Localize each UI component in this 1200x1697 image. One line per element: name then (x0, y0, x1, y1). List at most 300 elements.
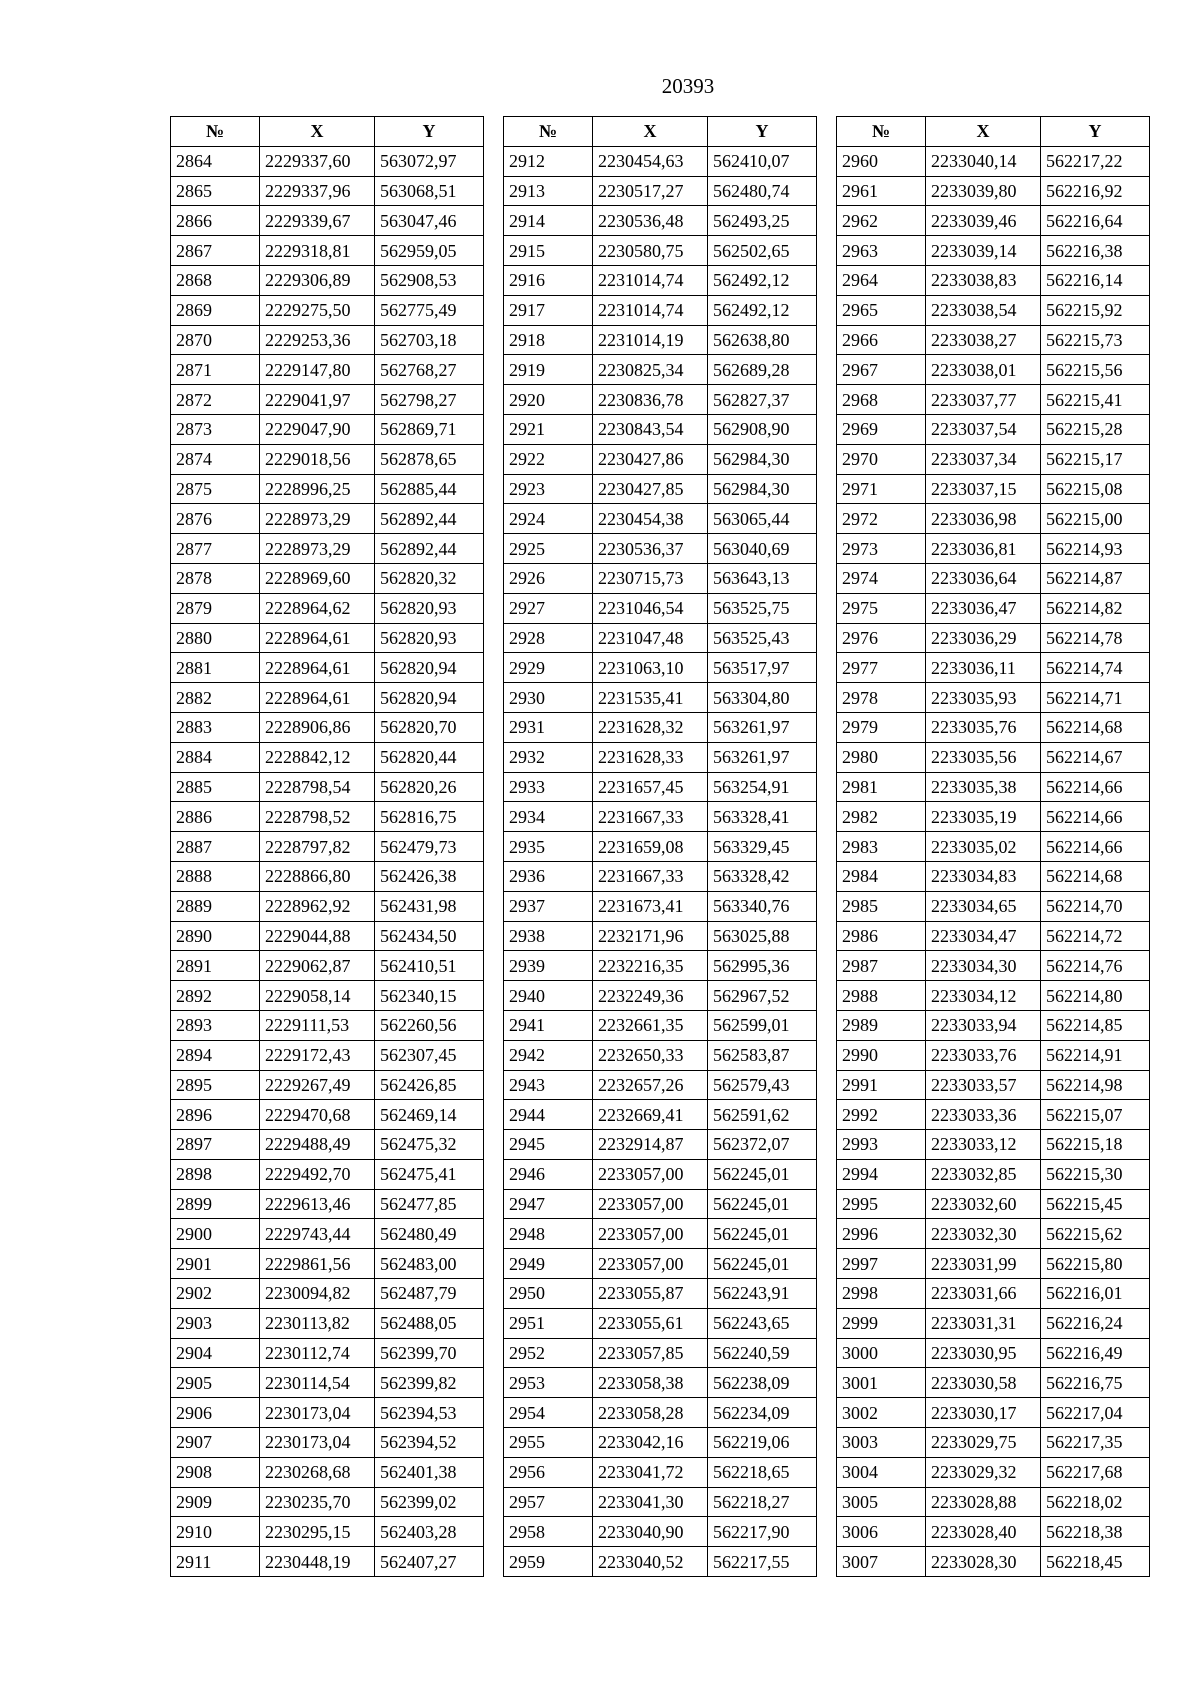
coordinates-table-2 (503, 116, 816, 1577)
cell-y: 562240,59 (708, 1338, 817, 1368)
table-row (504, 325, 817, 355)
table-row (171, 355, 484, 385)
cell-number: 2948 (504, 1219, 593, 1249)
header-x: X (260, 117, 375, 147)
table-row (837, 951, 1150, 981)
cell-number: 2903 (171, 1308, 260, 1338)
cell-x: 2233057,00 (593, 1219, 708, 1249)
cell-number: 2936 (504, 861, 593, 891)
cell-number: 2951 (504, 1308, 593, 1338)
header-y: Y (375, 117, 484, 147)
table-row (504, 1368, 817, 1398)
table-row (837, 1249, 1150, 1279)
cell-x: 2233042,16 (593, 1428, 708, 1458)
cell-x: 2228797,82 (260, 832, 375, 862)
cell-x: 2230114,54 (260, 1368, 375, 1398)
cell-x: 2229337,96 (260, 176, 375, 206)
cell-number: 3006 (837, 1517, 926, 1547)
cell-x: 2229018,56 (260, 444, 375, 474)
table-row (171, 444, 484, 474)
table-body (504, 146, 817, 1576)
table-row (504, 1338, 817, 1368)
cell-number: 2974 (837, 563, 926, 593)
cell-y: 562892,44 (375, 504, 484, 534)
cell-x: 2229306,89 (260, 265, 375, 295)
table-row (504, 176, 817, 206)
table-row (171, 1338, 484, 1368)
cell-x: 2233029,75 (926, 1428, 1041, 1458)
cell-number: 2889 (171, 891, 260, 921)
table-row (837, 504, 1150, 534)
cell-number: 2921 (504, 414, 593, 444)
cell-y: 562995,36 (708, 951, 817, 981)
table-row (504, 683, 817, 713)
cell-y: 562214,68 (1041, 712, 1150, 742)
cell-number: 2953 (504, 1368, 593, 1398)
table-row (837, 265, 1150, 295)
cell-y: 562214,91 (1041, 1040, 1150, 1070)
table-row (171, 1368, 484, 1398)
cell-x: 2228973,29 (260, 504, 375, 534)
cell-y: 562488,05 (375, 1308, 484, 1338)
cell-number: 2947 (504, 1189, 593, 1219)
table-row (837, 712, 1150, 742)
cell-number: 2880 (171, 623, 260, 653)
cell-number: 2939 (504, 951, 593, 981)
cell-y: 562218,27 (708, 1487, 817, 1517)
cell-number: 2894 (171, 1040, 260, 1070)
cell-x: 2229339,67 (260, 206, 375, 236)
cell-y: 563261,97 (708, 742, 817, 772)
table-row (171, 534, 484, 564)
cell-x: 2233037,54 (926, 414, 1041, 444)
table-row (504, 265, 817, 295)
cell-x: 2233058,38 (593, 1368, 708, 1398)
cell-y: 562820,70 (375, 712, 484, 742)
table-row (504, 295, 817, 325)
cell-number: 2924 (504, 504, 593, 534)
cell-number: 2878 (171, 563, 260, 593)
table-row (837, 385, 1150, 415)
cell-y: 563261,97 (708, 712, 817, 742)
table-row (171, 1219, 484, 1249)
cell-y: 562492,12 (708, 265, 817, 295)
cell-number: 2865 (171, 176, 260, 206)
table-row (837, 742, 1150, 772)
cell-x: 2231628,32 (593, 712, 708, 742)
table-row (504, 772, 817, 802)
cell-number: 2931 (504, 712, 593, 742)
cell-y: 562579,43 (708, 1070, 817, 1100)
cell-x: 2231659,08 (593, 832, 708, 862)
cell-number: 2961 (837, 176, 926, 206)
cell-y: 562798,27 (375, 385, 484, 415)
table-row (837, 593, 1150, 623)
cell-y: 562214,67 (1041, 742, 1150, 772)
cell-y: 562238,09 (708, 1368, 817, 1398)
cell-y: 562479,73 (375, 832, 484, 862)
cell-x: 2228964,61 (260, 653, 375, 683)
cell-x: 2228798,54 (260, 772, 375, 802)
cell-number: 2911 (171, 1547, 260, 1577)
table-row (837, 1070, 1150, 1100)
cell-y: 562399,82 (375, 1368, 484, 1398)
header-y: Y (708, 117, 817, 147)
cell-number: 2868 (171, 265, 260, 295)
cell-x: 2233033,57 (926, 1070, 1041, 1100)
cell-x: 2228996,25 (260, 474, 375, 504)
cell-x: 2233030,17 (926, 1398, 1041, 1428)
cell-x: 2233028,88 (926, 1487, 1041, 1517)
cell-y: 562214,66 (1041, 772, 1150, 802)
cell-x: 2232650,33 (593, 1040, 708, 1070)
table-row (504, 414, 817, 444)
cell-y: 562214,82 (1041, 593, 1150, 623)
cell-y: 562407,27 (375, 1547, 484, 1577)
cell-x: 2229470,68 (260, 1100, 375, 1130)
table-row (171, 146, 484, 176)
cell-number: 3004 (837, 1457, 926, 1487)
cell-x: 2230836,78 (593, 385, 708, 415)
table-row (837, 1428, 1150, 1458)
cell-x: 2231014,74 (593, 295, 708, 325)
table-row (504, 1070, 817, 1100)
cell-x: 2228964,62 (260, 593, 375, 623)
cell-x: 2233037,15 (926, 474, 1041, 504)
cell-x: 2229044,88 (260, 921, 375, 951)
header-x: X (593, 117, 708, 147)
cell-number: 2938 (504, 921, 593, 951)
cell-y: 562820,94 (375, 653, 484, 683)
cell-number: 2997 (837, 1249, 926, 1279)
cell-x: 2233033,36 (926, 1100, 1041, 1130)
cell-x: 2231046,54 (593, 593, 708, 623)
table-row (171, 236, 484, 266)
cell-x: 2233033,76 (926, 1040, 1041, 1070)
table-row (171, 1517, 484, 1547)
cell-x: 2233039,46 (926, 206, 1041, 236)
cell-y: 562217,55 (708, 1547, 817, 1577)
table-row (837, 921, 1150, 951)
cell-number: 2967 (837, 355, 926, 385)
cell-x: 2228842,12 (260, 742, 375, 772)
cell-y: 562218,65 (708, 1457, 817, 1487)
cell-x: 2231667,33 (593, 802, 708, 832)
cell-number: 3005 (837, 1487, 926, 1517)
cell-x: 2233057,00 (593, 1159, 708, 1189)
cell-y: 562215,80 (1041, 1249, 1150, 1279)
cell-number: 2989 (837, 1010, 926, 1040)
cell-x: 2231063,10 (593, 653, 708, 683)
cell-x: 2233034,83 (926, 861, 1041, 891)
cell-number: 2994 (837, 1159, 926, 1189)
table-row (837, 802, 1150, 832)
cell-x: 2230454,63 (593, 146, 708, 176)
cell-number: 2970 (837, 444, 926, 474)
cell-y: 562820,94 (375, 683, 484, 713)
cell-y: 562215,41 (1041, 385, 1150, 415)
table-row (171, 981, 484, 1011)
cell-y: 562216,38 (1041, 236, 1150, 266)
table-row (171, 861, 484, 891)
table-row (504, 534, 817, 564)
cell-x: 2229861,56 (260, 1249, 375, 1279)
cell-number: 2907 (171, 1428, 260, 1458)
cell-number: 2919 (504, 355, 593, 385)
cell-y: 562475,41 (375, 1159, 484, 1189)
cell-x: 2233057,00 (593, 1189, 708, 1219)
cell-y: 563072,97 (375, 146, 484, 176)
cell-number: 3000 (837, 1338, 926, 1368)
cell-x: 2230825,34 (593, 355, 708, 385)
table-row (837, 176, 1150, 206)
cell-number: 2923 (504, 474, 593, 504)
cell-x: 2229253,36 (260, 325, 375, 355)
cell-y: 562217,22 (1041, 146, 1150, 176)
cell-y: 563025,88 (708, 921, 817, 951)
cell-y: 563328,42 (708, 861, 817, 891)
cell-y: 563328,41 (708, 802, 817, 832)
cell-y: 563517,97 (708, 653, 817, 683)
table-row (837, 295, 1150, 325)
cell-x: 2232669,41 (593, 1100, 708, 1130)
cell-x: 2233030,58 (926, 1368, 1041, 1398)
table-row (837, 1457, 1150, 1487)
table-row (837, 1487, 1150, 1517)
cell-y: 562214,72 (1041, 921, 1150, 951)
cell-number: 2885 (171, 772, 260, 802)
cell-y: 562245,01 (708, 1219, 817, 1249)
cell-number: 2962 (837, 206, 926, 236)
cell-number: 2877 (171, 534, 260, 564)
table-row (504, 742, 817, 772)
cell-x: 2230454,38 (593, 504, 708, 534)
table-row (504, 355, 817, 385)
cell-number: 2968 (837, 385, 926, 415)
table-row (171, 206, 484, 236)
cell-y: 563254,91 (708, 772, 817, 802)
table-row (504, 385, 817, 415)
cell-x: 2233034,30 (926, 951, 1041, 981)
table-row (837, 206, 1150, 236)
table-row (837, 1159, 1150, 1189)
table-row (837, 623, 1150, 653)
cell-number: 2879 (171, 593, 260, 623)
cell-number: 3003 (837, 1428, 926, 1458)
cell-x: 2231673,41 (593, 891, 708, 921)
cell-y: 563040,69 (708, 534, 817, 564)
cell-y: 562218,38 (1041, 1517, 1150, 1547)
cell-number: 2992 (837, 1100, 926, 1130)
cell-number: 2934 (504, 802, 593, 832)
cell-y: 562426,38 (375, 861, 484, 891)
cell-x: 2233057,85 (593, 1338, 708, 1368)
table-row (171, 921, 484, 951)
cell-number: 2875 (171, 474, 260, 504)
cell-number: 2895 (171, 1070, 260, 1100)
cell-y: 562426,85 (375, 1070, 484, 1100)
cell-x: 2233041,72 (593, 1457, 708, 1487)
cell-x: 2230235,70 (260, 1487, 375, 1517)
table-row (504, 712, 817, 742)
cell-number: 2917 (504, 295, 593, 325)
cell-y: 562214,93 (1041, 534, 1150, 564)
cell-y: 562216,49 (1041, 1338, 1150, 1368)
table-row (171, 295, 484, 325)
cell-number: 2987 (837, 951, 926, 981)
cell-x: 2233038,01 (926, 355, 1041, 385)
table-row (504, 1517, 817, 1547)
cell-x: 2233035,93 (926, 683, 1041, 713)
header-row (504, 117, 817, 147)
cell-x: 2231014,19 (593, 325, 708, 355)
table-row (171, 1308, 484, 1338)
cell-x: 2233035,38 (926, 772, 1041, 802)
cell-x: 2231535,41 (593, 683, 708, 713)
table-row (171, 474, 484, 504)
cell-number: 2866 (171, 206, 260, 236)
table-row (171, 1159, 484, 1189)
cell-x: 2228866,80 (260, 861, 375, 891)
cell-y: 562215,17 (1041, 444, 1150, 474)
cell-y: 562394,53 (375, 1398, 484, 1428)
cell-y: 562431,98 (375, 891, 484, 921)
table-row (504, 1189, 817, 1219)
cell-y: 562878,65 (375, 444, 484, 474)
cell-x: 2233030,95 (926, 1338, 1041, 1368)
cell-number: 2871 (171, 355, 260, 385)
cell-number: 2942 (504, 1040, 593, 1070)
cell-number: 2925 (504, 534, 593, 564)
cell-number: 2928 (504, 623, 593, 653)
table-row (504, 563, 817, 593)
cell-number: 2899 (171, 1189, 260, 1219)
table-row (171, 385, 484, 415)
cell-y: 562215,62 (1041, 1219, 1150, 1249)
cell-y: 562215,92 (1041, 295, 1150, 325)
header-no: № (837, 117, 926, 147)
cell-y: 563047,46 (375, 206, 484, 236)
table-row (837, 1308, 1150, 1338)
coordinates-table-1 (170, 116, 483, 1577)
cell-x: 2230427,86 (593, 444, 708, 474)
cell-number: 2892 (171, 981, 260, 1011)
cell-x: 2230427,85 (593, 474, 708, 504)
cell-number: 2996 (837, 1219, 926, 1249)
cell-number: 2983 (837, 832, 926, 862)
table-row (837, 1040, 1150, 1070)
cell-number: 2891 (171, 951, 260, 981)
cell-y: 562410,51 (375, 951, 484, 981)
table-row (171, 593, 484, 623)
cell-number: 2993 (837, 1130, 926, 1160)
table-row (171, 1130, 484, 1160)
cell-y: 562214,78 (1041, 623, 1150, 653)
cell-number: 2914 (504, 206, 593, 236)
cell-y: 562243,91 (708, 1279, 817, 1309)
cell-number: 2920 (504, 385, 593, 415)
cell-y: 562475,32 (375, 1130, 484, 1160)
cell-y: 562215,00 (1041, 504, 1150, 534)
cell-x: 2233036,64 (926, 563, 1041, 593)
table-row (171, 653, 484, 683)
cell-x: 2233040,14 (926, 146, 1041, 176)
coordinates-table (170, 116, 484, 1577)
table-row (504, 891, 817, 921)
table-row (504, 206, 817, 236)
header-y: Y (1041, 117, 1150, 147)
table-row (837, 325, 1150, 355)
table-row (504, 1249, 817, 1279)
cell-number: 2918 (504, 325, 593, 355)
table-row (504, 653, 817, 683)
table-row (504, 1308, 817, 1338)
cell-x: 2233038,83 (926, 265, 1041, 295)
cell-y: 563068,51 (375, 176, 484, 206)
cell-number: 2874 (171, 444, 260, 474)
cell-y: 562885,44 (375, 474, 484, 504)
cell-y: 562480,49 (375, 1219, 484, 1249)
cell-y: 562217,04 (1041, 1398, 1150, 1428)
table-row (837, 1368, 1150, 1398)
cell-x: 2233055,61 (593, 1308, 708, 1338)
table-row (171, 1279, 484, 1309)
cell-x: 2233038,27 (926, 325, 1041, 355)
cell-y: 562820,32 (375, 563, 484, 593)
cell-y: 562214,87 (1041, 563, 1150, 593)
cell-x: 2230094,82 (260, 1279, 375, 1309)
cell-x: 2229613,46 (260, 1189, 375, 1219)
header-row (171, 117, 484, 147)
cell-number: 2890 (171, 921, 260, 951)
table-row (837, 563, 1150, 593)
cell-y: 562502,65 (708, 236, 817, 266)
cell-y: 562372,07 (708, 1130, 817, 1160)
cell-x: 2229062,87 (260, 951, 375, 981)
table-row (504, 504, 817, 534)
cell-number: 2909 (171, 1487, 260, 1517)
cell-number: 2929 (504, 653, 593, 683)
cell-x: 2233036,98 (926, 504, 1041, 534)
cell-number: 2887 (171, 832, 260, 862)
cell-y: 562469,14 (375, 1100, 484, 1130)
cell-number: 2937 (504, 891, 593, 921)
table-row (171, 265, 484, 295)
table-row (837, 772, 1150, 802)
cell-number: 2864 (171, 146, 260, 176)
cell-number: 3001 (837, 1368, 926, 1398)
table-row (504, 1547, 817, 1577)
cell-number: 2978 (837, 683, 926, 713)
cell-number: 2905 (171, 1368, 260, 1398)
cell-x: 2233034,65 (926, 891, 1041, 921)
cell-number: 2985 (837, 891, 926, 921)
cell-number: 2949 (504, 1249, 593, 1279)
cell-y: 562217,35 (1041, 1428, 1150, 1458)
table-row (171, 325, 484, 355)
cell-number: 2888 (171, 861, 260, 891)
table-row (171, 1040, 484, 1070)
cell-y: 562410,07 (708, 146, 817, 176)
table-row (504, 1219, 817, 1249)
cell-y: 562214,80 (1041, 981, 1150, 1011)
cell-number: 2883 (171, 712, 260, 742)
cell-x: 2231014,74 (593, 265, 708, 295)
table-row (171, 1010, 484, 1040)
cell-number: 2977 (837, 653, 926, 683)
cell-x: 2230517,27 (593, 176, 708, 206)
cell-number: 2941 (504, 1010, 593, 1040)
